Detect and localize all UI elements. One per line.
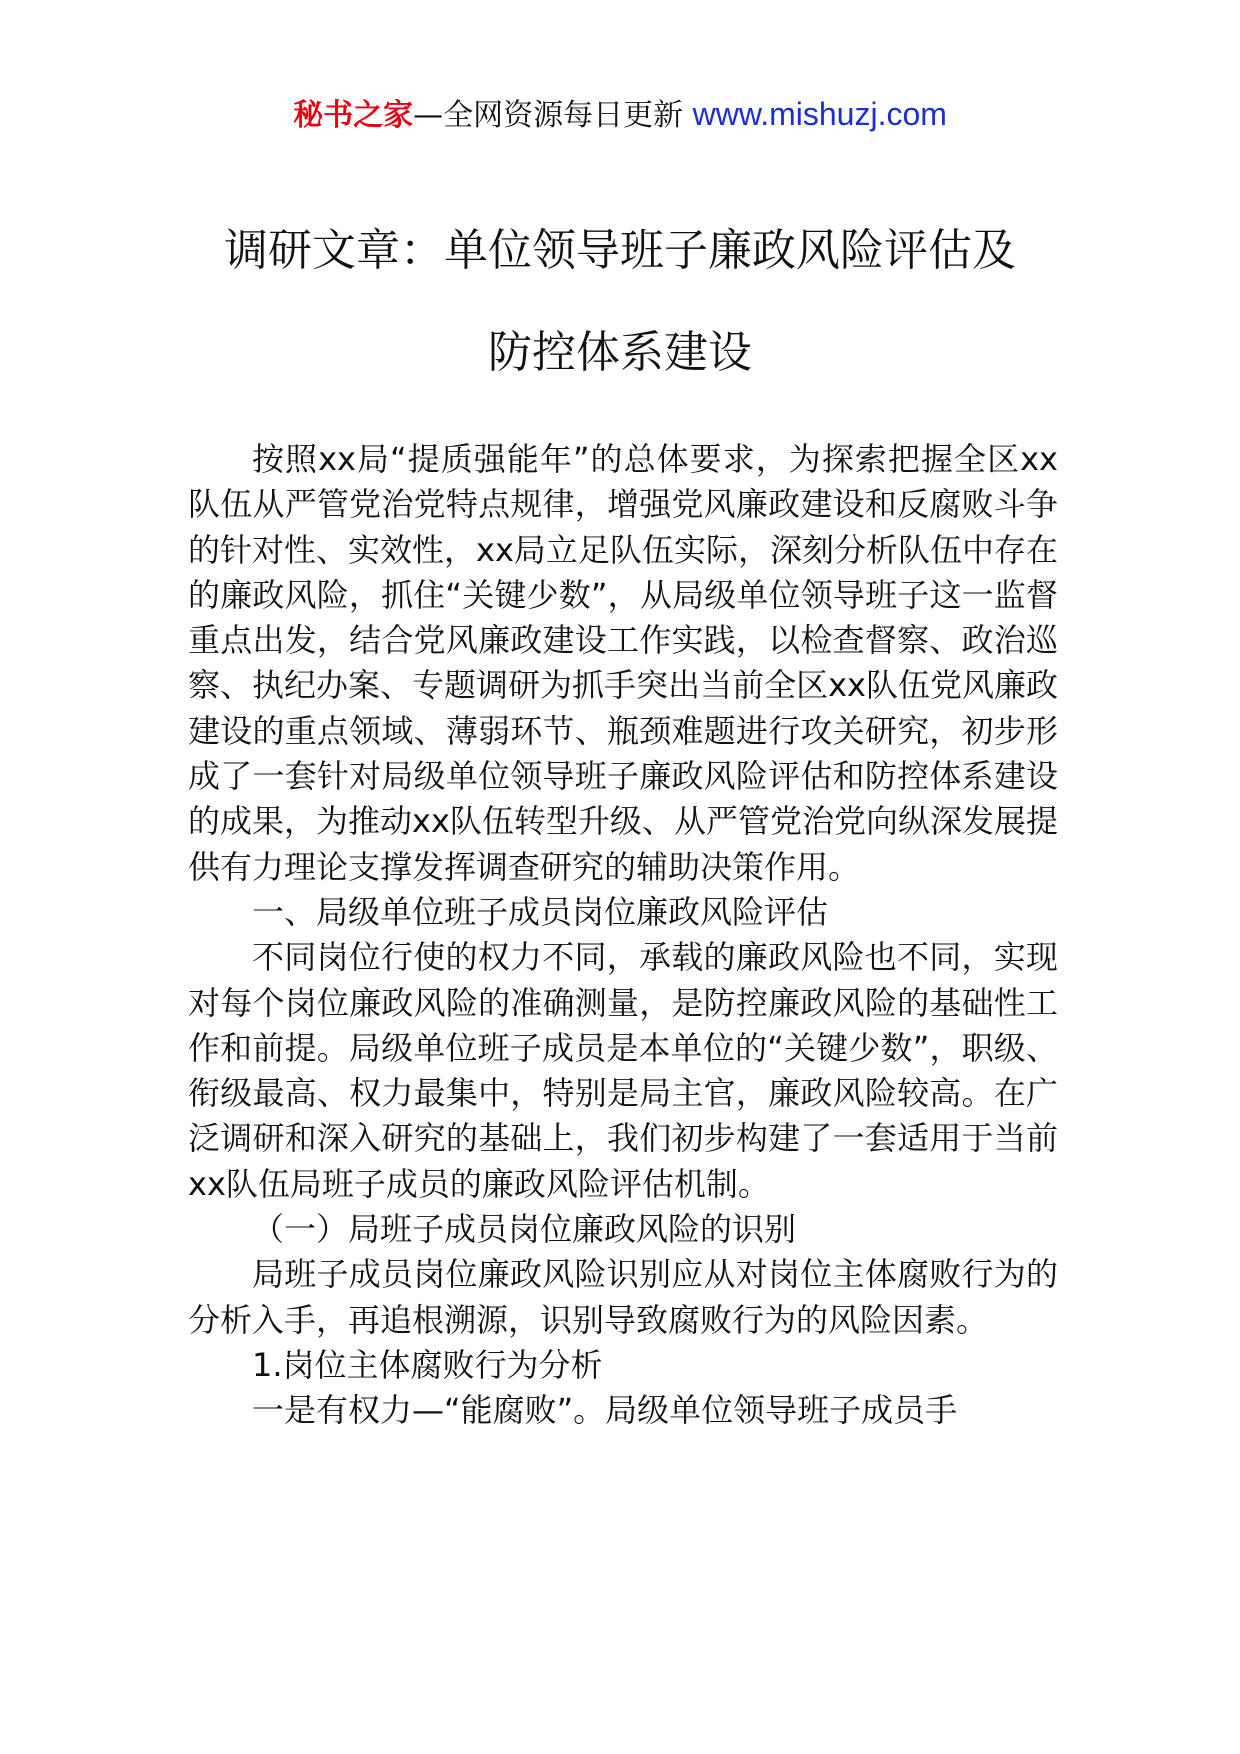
- document-body: [188, 437, 1058, 1434]
- paragraph-subsection-1: 局班子成员岗位廉政风险识别应从对岗位主体腐败行为的分析入手，再追根溯源，识别导致腐败行为的风险因素。: [188, 1255, 1058, 1339]
- document-title: [120, 200, 1120, 404]
- site-brand: 秘书之家: [293, 98, 414, 133]
- site-header: [0, 92, 1240, 138]
- title-line-2: 防控体系建设: [488, 327, 752, 378]
- site-tagline: —全网资源每日更新: [413, 98, 693, 133]
- paragraph-section-1: 不同岗位行使的权力不同，承载的廉政风险也不同，实现对每个岗位廉政风险的准确测量，是防控廉政风险的基础性工作和前提。局级单位班子成员是本单位的“关键少数”，职级、衔级最高、权力最集中，特别是局主官，廉政风险较高。在广泛调研和深入研究的基础上，我们初步构建了一套适用于当前xx队伍局班子成员的廉政风险评估机制。: [188, 938, 1058, 1203]
- section-heading-1: 一、局级单位班子成员岗位廉政风险评估: [252, 892, 829, 931]
- paragraph-intro: 按照xx局“提质强能年”的总体要求，为探索把握全区xx队伍从严管党治党特点规律，增强党风廉政建设和反腐败斗争的针对性、实效性，xx局立足队伍实际，深刻分析队伍中存在的廉政风险，抓住“关键少数”，从局级单位领导班子这一监督重点出发，结合党风廉政建设工作实践，以检查督察、政治巡察、执纪办案、专题调研为抓手突出当前全区xx队伍党风廉政建设的重点领域、薄弱环节、瓶颈难题进行攻关研究，初步形成了一套针对局级单位领导班子廉政风险评估和防控体系建设的成果，为推动xx队伍转型升级、从严管党治党向纵深发展提供有力理论支撑发挥调查研究的辅助决策作用。: [188, 440, 1058, 886]
- paragraph-item-1: 一是有权力—“能腐败”。局级单位领导班子成员手: [252, 1391, 958, 1430]
- subsection-heading-1: （一）局班子成员岗位廉政风险的识别: [252, 1210, 797, 1249]
- title-line-1: 调研文章：单位领导班子廉政风险评估及: [224, 225, 1016, 276]
- item-heading-1: 1.岗位主体腐败行为分析: [252, 1345, 603, 1384]
- site-url[interactable]: www.mishuzj.com: [692, 96, 947, 132]
